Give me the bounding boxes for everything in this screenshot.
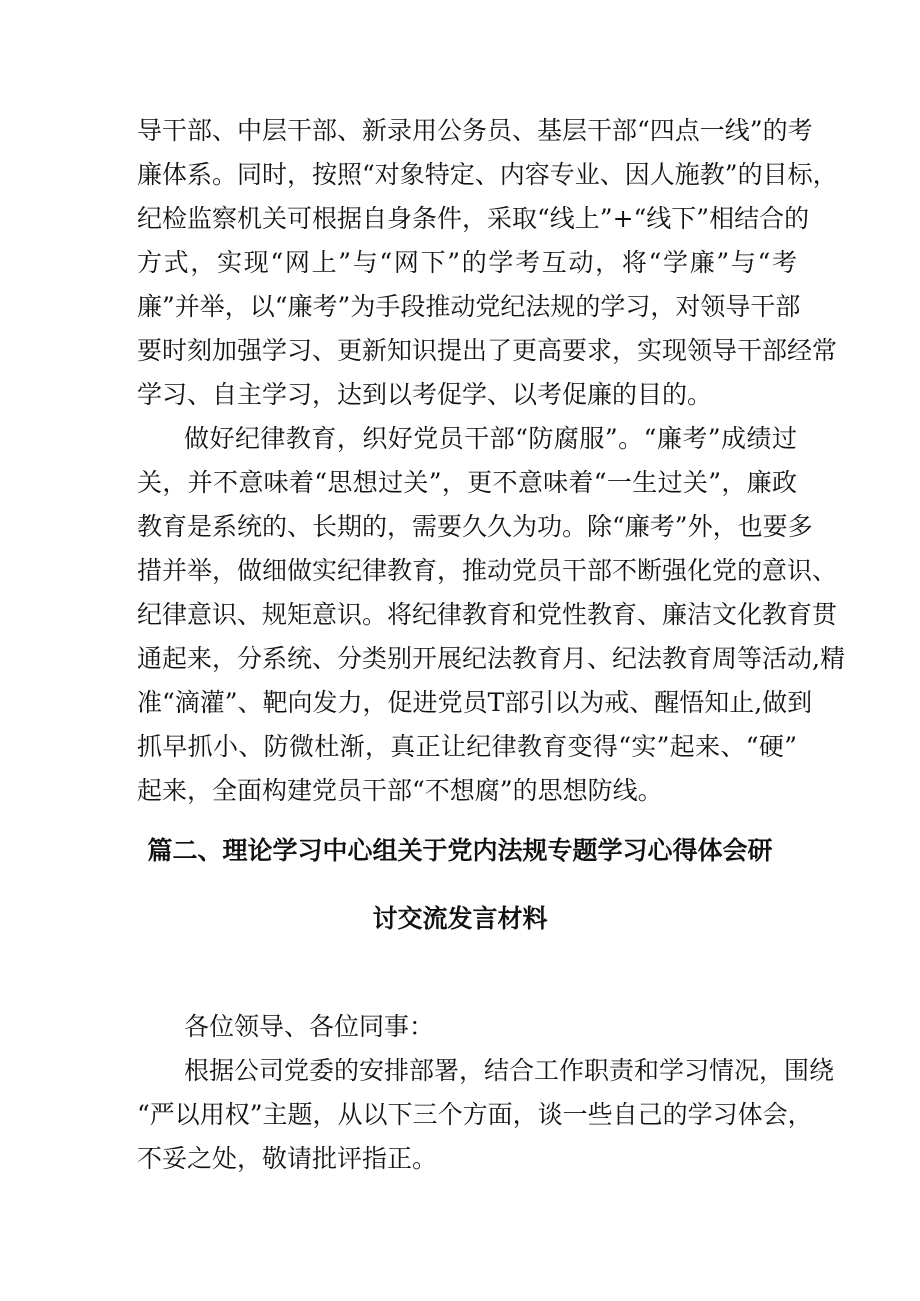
paragraph-1-line-1: 导干部、中层干部、新录用公务员、基层干部“四点一线”的考 [137,116,813,145]
paragraph-1-line-4: 方式，实现“网上”与“网下”的学考互动，将“学廉”与“考 [137,248,797,277]
paragraph-2-line-8: 抓早抓小、防微杜渐，真正让纪律教育变得“实”起来、“硬” [137,732,797,761]
paragraph-3-line-3: 不妥之处，敬请批评指正。 [137,1144,438,1173]
paragraph-1-line-2: 廉体系。同时，按照“对象特定、内容专业、因人施教”的目标， [137,160,838,189]
paragraph-2-line-4: 措并举，做细做实纪律教育，推动党员干部不断强化党的意识、 [137,556,838,585]
paragraph-2-line-2: 关，并不意味着“思想过关”，更不意味着“一生过关”，廉政 [137,468,797,497]
salutation: 各位领导、各位同事： [184,1012,435,1041]
paragraph-1-line-7: 学习、自主学习，达到以考促学、以考促廉的目的。 [137,380,713,409]
paragraph-1-line-6: 要时刻加强学习、更新知识提出了更高要求，实现领导干部经常 [137,336,838,365]
paragraph-2-line-9: 起来，全面构建党员干部“不想腐”的思想防线。 [137,776,663,805]
paragraph-2-line-7: 准“滴灌”、靶向发力，促进党员T部引以为戒、醒悟知止,做到 [137,688,813,717]
section-heading-line-1: 篇二、理论学习中心组关于党内法规专题学习心得体会研 [147,836,773,865]
paragraph-2-line-5: 纪律意识、规矩意识。将纪律教育和党性教育、廉洁文化教育贯 [137,600,838,629]
paragraph-2-line-3: 教育是系统的、长期的，需要久久为功。除“廉考”外，也要多 [137,512,813,541]
paragraph-1-line-5: 廉”并举，以“廉考”为手段推动党纪法规的学习，对领导干部 [137,292,801,321]
section-heading-line-2: 讨交流发言材料 [372,904,548,933]
paragraph-3-line-2: “严以用权”主题，从以下三个方面，谈一些自己的学习体会， [137,1100,813,1129]
paragraph-1-line-3: 纪检监察机关可根据自身条件，采取“线上”+“线下”相结合的 [137,204,810,233]
paragraph-2-line-6: 通起来，分系统、分类别开展纪法教育月、纪法教育周等活动,精 [137,644,845,673]
paragraph-2-line-1: 做好纪律教育，织好党员干部“防腐服”。“廉考”成绩过 [184,424,798,453]
paragraph-3-line-1: 根据公司党委的安排部署，结合工作职责和学习情况，围绕 [184,1056,835,1085]
